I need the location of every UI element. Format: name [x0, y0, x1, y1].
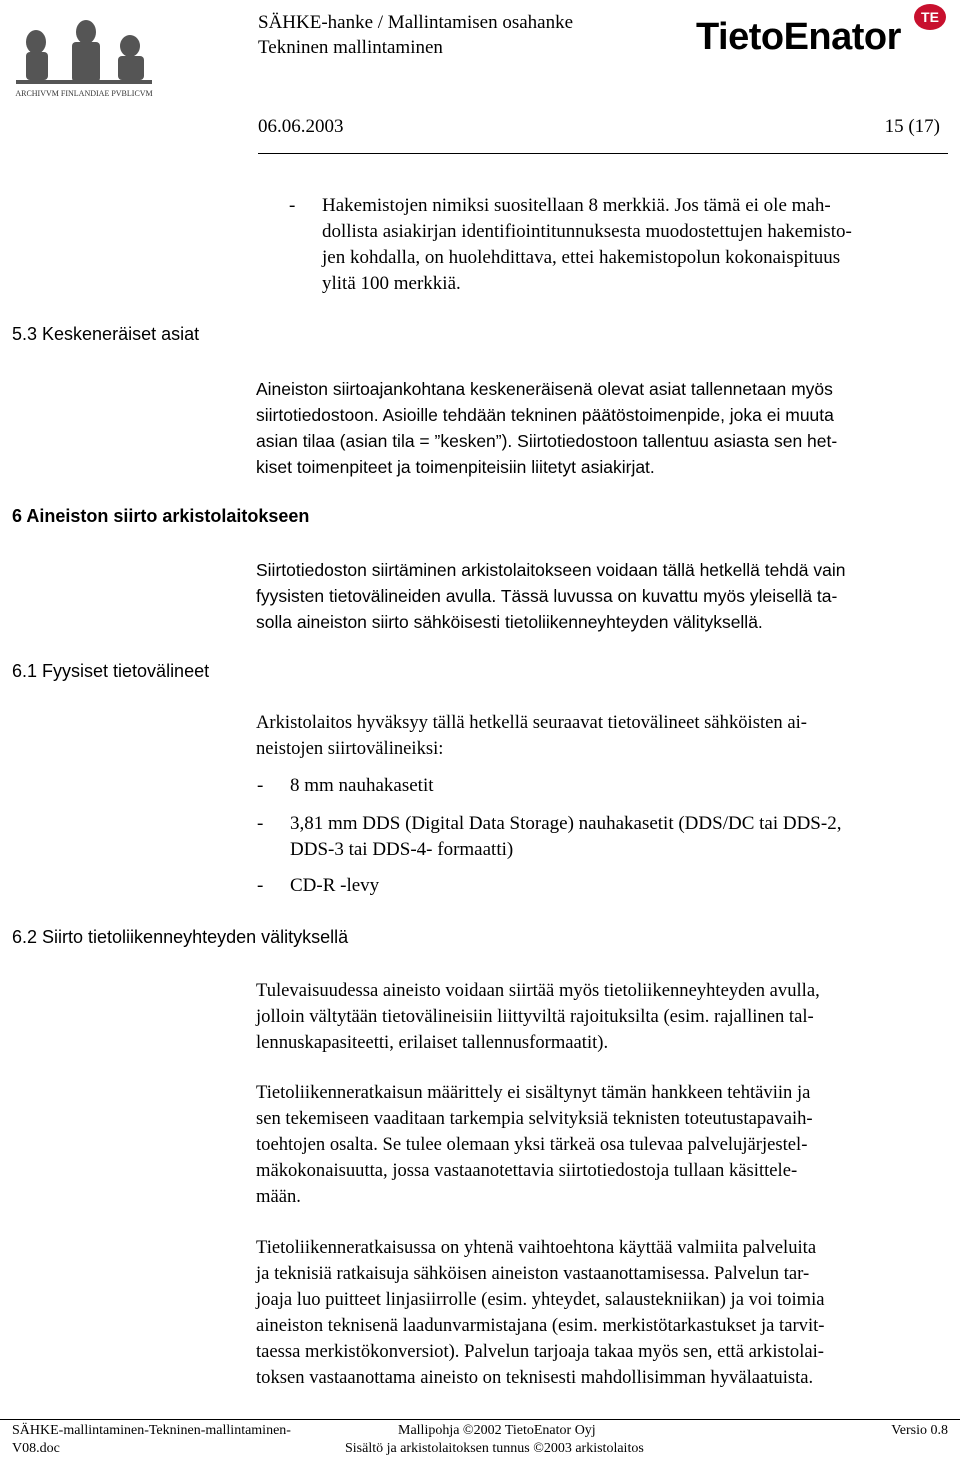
paragraph-6-1 — [256, 710, 950, 762]
text-line: ylitä 100 merkkiä. — [322, 273, 461, 294]
archive-logo-icon — [8, 6, 160, 102]
text-line: Tulevaisuudessa aineisto voidaan siirtää myös tietoliikenneyhteyden avulla, — [256, 980, 820, 1001]
text-line: mään. — [256, 1186, 301, 1207]
text-line: kiset toimenpiteet ja toimenpiteisiin liitetyt asiakirjat. — [256, 457, 655, 477]
section-heading-5-3: 5.3 Keskeneräiset asiat — [12, 324, 200, 344]
text-line: CD-R -levy — [290, 875, 380, 896]
text-line: aineiston teknisenä laadunvarmistajana (esim. merkistötarkastukset ja tarvit- — [256, 1315, 825, 1336]
bullet-dash: - — [257, 775, 264, 796]
text-line: mäkokonaisuutta, jossa vastaanotettavia siirtotiedostoja tullaan käsittele- — [256, 1160, 798, 1181]
text-line: toksen vastaanottama aineisto on teknisesti mahdollisimman hyvälaatuista. — [256, 1367, 814, 1388]
document-title — [258, 10, 573, 60]
bullet-dash: - — [289, 195, 296, 216]
text-line: 8 mm nauhakasetit — [290, 775, 434, 796]
text-line: neistojen siirtovälineiksi: — [256, 738, 444, 759]
paragraph-6-2-c — [256, 1235, 950, 1391]
text-line: solla aineiston siirto sähköisesti tietoliikenneyhteyden välityksellä. — [256, 612, 763, 632]
title-line-2: Tekninen mallintaminen — [258, 37, 443, 58]
footer-divider — [0, 1419, 960, 1420]
paragraph-5-3 — [256, 376, 950, 480]
text-line: taessa merkistökonversiot). Palvelun tarjoaja takaa myös sen, että arkistolai- — [256, 1341, 824, 1362]
text-line: DDS-3 tai DDS-4- formaatti) — [290, 839, 514, 860]
text-line: sen tekemiseen vaaditaan tarkempia selvityksiä teknisten toteutustapavaih- — [256, 1108, 813, 1129]
header-divider — [258, 153, 948, 154]
text-line: ja teknisiä ratkaisuja sähköisen aineiston vastaanottamisessa. Palvelun tar- — [256, 1263, 810, 1284]
section-heading-6: 6 Aineiston siirto arkistolaitokseen — [12, 506, 310, 526]
text-line: Tietoliikenneratkaisun määrittely ei sisältynyt tämän hankkeen tehtäviin ja — [256, 1082, 811, 1103]
text-line: Aineiston siirtoajankohtana keskeneräisenä olevat asiat tallennetaan myös — [256, 379, 833, 399]
text-line: jolloin vältytään tietovälineisiin liittyviltä rajoituksilta (esim. rajallinen tal- — [256, 1006, 814, 1027]
text-line: dollista asiakirjan identifiointitunnuksesta muodostettujen hakemisto- — [322, 221, 852, 242]
footer-template: Mallipohja ©2002 TietoEnator Oyj — [398, 1423, 596, 1438]
text-line: Hakemistojen nimiksi suositellaan 8 merkkiä. Jos tämä ei ole mah- — [322, 195, 831, 216]
footer-file-line-2: V08.doc — [12, 1441, 60, 1456]
document-date: 06.06.2003 — [258, 116, 344, 137]
footer-content-copyright: Sisältö ja arkistolaitoksen tunnus ©2003 arkistolaitos — [345, 1441, 644, 1456]
footer-filename — [12, 1422, 291, 1458]
footer-file-line-1: SÄHKE-mallintaminen-Tekninen-mallintaminen- — [12, 1423, 291, 1438]
brand-logo: TietoEnator — [696, 16, 901, 58]
text-line: joaja luo puitteet linjasiirrolle (esim. yhteydet, salaustekniikan) ja voi toimia — [256, 1289, 825, 1310]
paragraph-6-2-b — [256, 1080, 950, 1210]
page-number: 15 (17) — [884, 116, 940, 137]
section-heading-6-2: 6.2 Siirto tietoliikenneyhteyden välityksellä — [12, 927, 349, 947]
text-line: fyysisten tietovälineiden avulla. Tässä luvussa on kuvattu myös yleisellä ta- — [256, 586, 838, 606]
text-line: Arkistolaitos hyväksyy tällä hetkellä seuraavat tietovälineet sähköisten ai- — [256, 712, 807, 733]
svg-text:ARCHIVVM FINLANDIAE PVBLICVM: ARCHIVVM FINLANDIAE PVBLICVM — [15, 89, 153, 98]
text-line: lennuskapasiteetti, erilaiset tallennusformaatit). — [256, 1032, 609, 1053]
title-line-1: SÄHKE-hanke / Mallintamisen osahanke — [258, 12, 574, 33]
section-heading-6-1: 6.1 Fyysiset tietovälineet — [12, 661, 210, 681]
text-line: 3,81 mm DDS (Digital Data Storage) nauhakasetit (DDS/DC tai DDS-2, — [290, 813, 842, 834]
paragraph-6 — [256, 557, 950, 635]
bullet-dash: - — [257, 875, 264, 896]
paragraph-6-2-a — [256, 978, 950, 1056]
bullet-dash: - — [257, 813, 264, 834]
text-line: jen kohdalla, on huolehdittava, ettei hakemistopolun kokonaispituus — [322, 247, 841, 268]
text-line: asian tilaa (asian tila = ”kesken”). Siirtotiedostoon tallentuu asiasta sen het- — [256, 431, 838, 451]
footer-version: Versio 0.8 — [891, 1423, 948, 1438]
text-line: Siirtotiedoston siirtäminen arkistolaitokseen voidaan tällä hetkellä tehdä vain — [256, 560, 846, 580]
text-line: siirtotiedostoon. Asioille tehdään tekninen päätöstoimenpide, joka ei muuta — [256, 405, 834, 425]
text-line: toehtojen osalta. Se tulee olemaan yksi tärkeä osa tulevaa palvelujärjestel- — [256, 1134, 808, 1155]
text-line: Tietoliikenneratkaisussa on yhtenä vaihtoehtona käyttää valmiita palveluita — [256, 1237, 817, 1258]
brand-badge: TE — [914, 4, 946, 30]
